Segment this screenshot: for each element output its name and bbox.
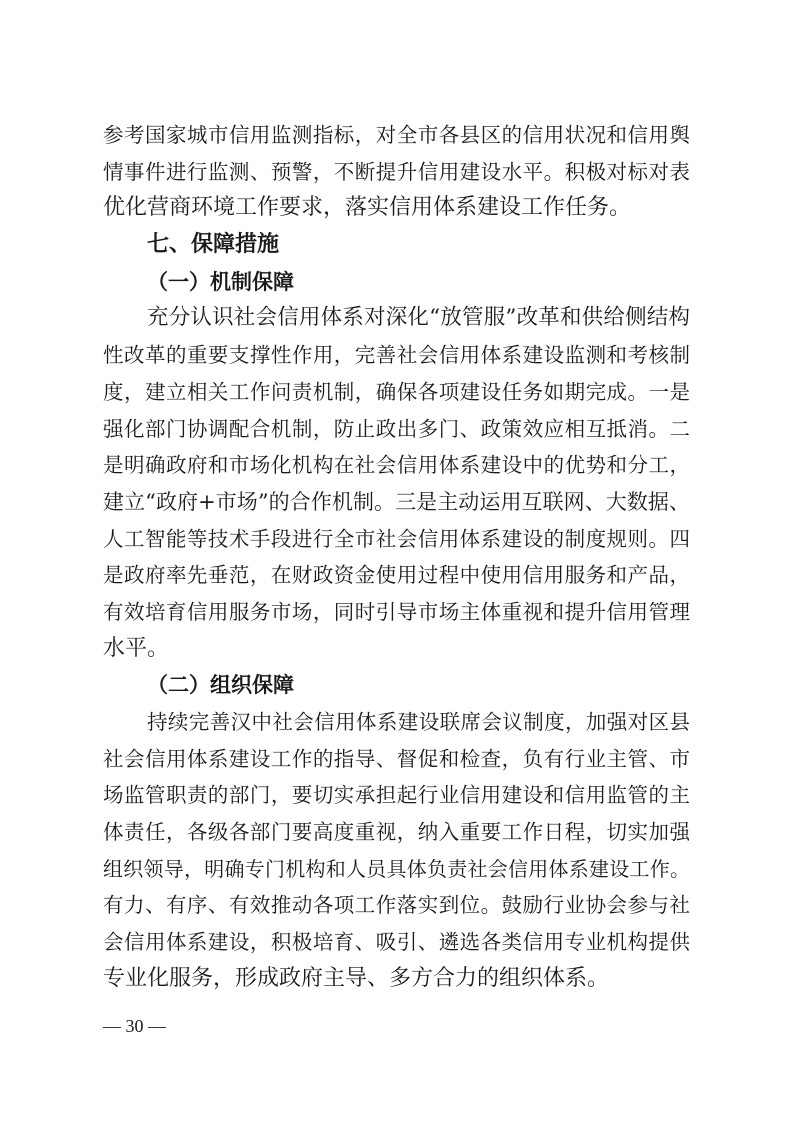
- text-line: 是政府率先垂范，在财政资金使用过程中使用信用服务和产品，: [103, 563, 690, 588]
- text-line: 性改革的重要支撑性作用，完善社会信用体系建设监测和考核制: [103, 343, 690, 368]
- subsection-heading-mechanism: （一）机制保障: [147, 269, 294, 294]
- page-number: — 30 —: [103, 1016, 166, 1036]
- text-line: 专业化服务，形成政府主导、多方合力的组织体系。: [103, 965, 610, 991]
- paragraph-mechanism-guarantee: [103, 300, 690, 667]
- subsection-heading-organization: （二）组织保障: [147, 673, 294, 698]
- text-line: 优化营商环境工作要求，落实信用体系建设工作任务。: [103, 195, 632, 221]
- text-line: 有效培育信用服务市场，同时引导市场主体重视和提升信用管理: [103, 599, 690, 624]
- text-line: 会信用体系建设，积极培育、吸引、遴选各类信用专业机构提供: [103, 930, 690, 955]
- text-line: 强化部门协调配合机制，防止政出多门、政策效应相互抵消。二: [103, 416, 690, 441]
- text-line: 度，建立相关工作问责机制，确保各项建设任务如期完成。一是: [103, 379, 690, 404]
- text-line: 建立“政府+市场”的合作机制。三是主动运用互联网、大数据、: [103, 489, 690, 514]
- text-line: 人工智能等技术手段进行全市社会信用体系建设的制度规则。四: [103, 526, 690, 551]
- text-line: 体责任，各级各部门要高度重视，纳入重要工作日程，切实加强: [103, 820, 690, 845]
- text-line: 是明确政府和市场化机构在社会信用体系建设中的优势和分工，: [103, 453, 690, 478]
- text-line: 社会信用体系建设工作的指导、督促和检查，负有行业主管、市: [103, 746, 690, 771]
- text-line: 组织领导，明确专门机构和人员具体负责社会信用体系建设工作。: [103, 856, 690, 881]
- text-line: 情事件进行监测、预警，不断提升信用建设水平。积极对标对表: [103, 159, 690, 184]
- text-line: 持续完善汉中社会信用体系建设联席会议制度，加强对区县: [147, 710, 690, 734]
- paragraph-organization-guarantee: [103, 704, 690, 998]
- paragraph-credit-monitoring: [103, 117, 690, 227]
- text-line: 充分认识社会信用体系对深化“放管服”改革和供给侧结构: [147, 305, 690, 331]
- section-heading: 七、保障措施: [147, 232, 280, 258]
- text-line: 水平。: [103, 635, 170, 661]
- text-line: 场监管职责的部门，要切实承担起行业信用建设和信用监管的主: [103, 783, 690, 808]
- text-line: 有力、有序、有效推动各项工作落实到位。鼓励行业协会参与社: [103, 893, 690, 918]
- text-line: 参考国家城市信用监测指标，对全市各县区的信用状况和信用舆: [103, 123, 690, 147]
- page-body: [103, 117, 690, 998]
